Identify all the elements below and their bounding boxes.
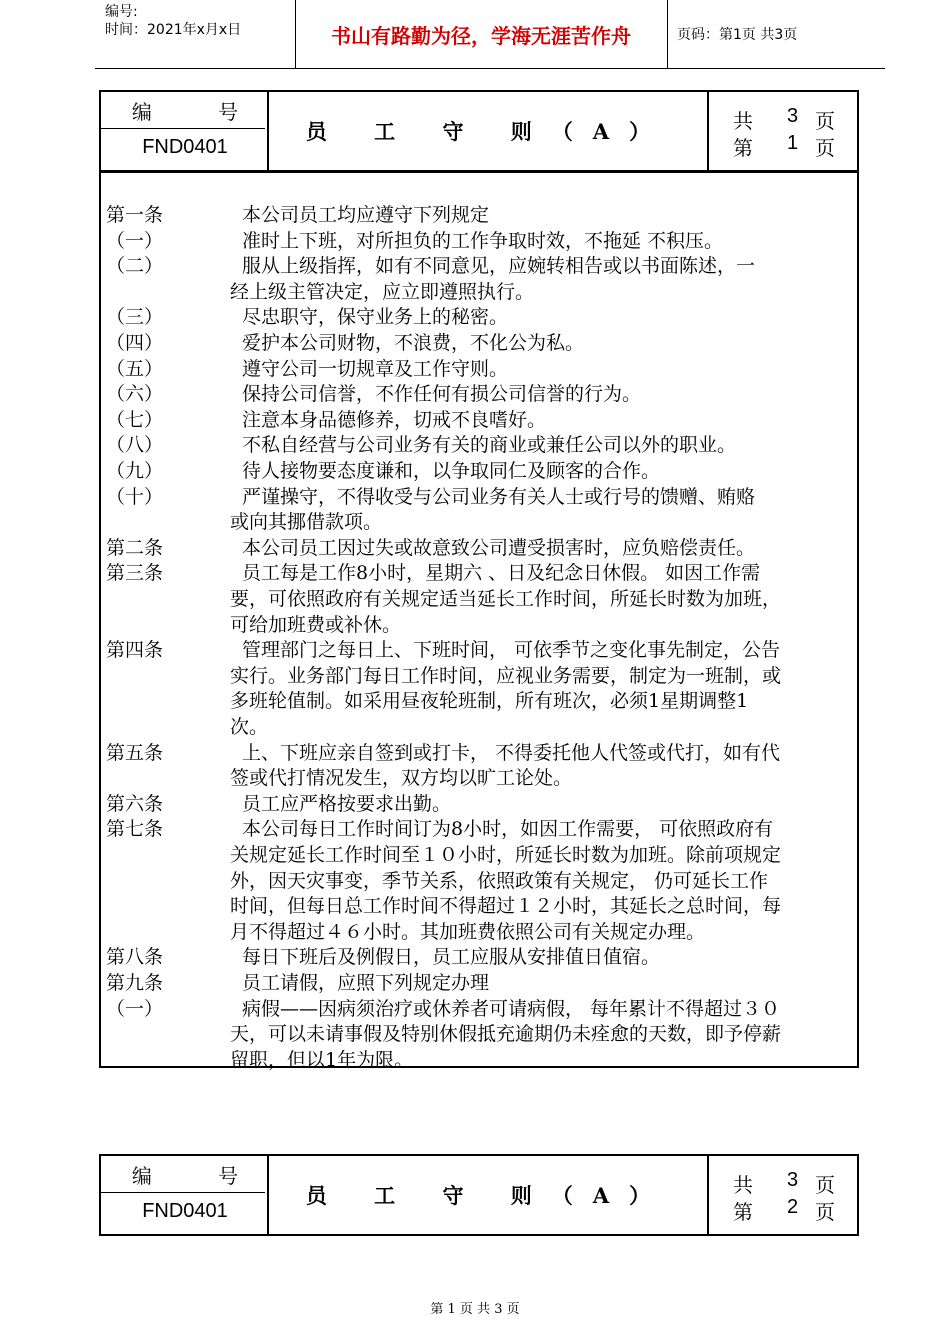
code-divider bbox=[101, 1192, 265, 1193]
rule-label: （八） bbox=[106, 434, 164, 457]
rule-text: 注意本身品德修养，切戒不良嗜好。 bbox=[242, 408, 547, 431]
current-label: 第 bbox=[733, 1200, 753, 1224]
rule-text: 外，因天灾事变，季节关系，依照政策有关规定， 仍可延长工作 bbox=[230, 869, 769, 892]
rule-label: 第五条 bbox=[106, 741, 164, 764]
total-unit: 页 bbox=[815, 1173, 835, 1197]
rule-label: （十） bbox=[106, 485, 164, 508]
rule-label: （一） bbox=[106, 229, 164, 252]
code-cell bbox=[101, 92, 269, 170]
current-unit: 页 bbox=[815, 1200, 835, 1224]
rule-text: 可给加班费或补休。 bbox=[230, 613, 402, 636]
total-value: 3 bbox=[787, 1169, 799, 1191]
rule-text: 爱护本公司财物，不浪费，不化公为私。 bbox=[242, 332, 585, 354]
title-block bbox=[99, 90, 859, 172]
rule-label: 第一条 bbox=[106, 204, 164, 226]
rule-text: 服从上级指挥，如有不同意见，应婉转相告或以书面陈述，一 bbox=[242, 255, 756, 278]
rule-text: 经上级主管决定，应立即遵照执行。 bbox=[230, 280, 535, 303]
document-title: 员 工 守 则（A） bbox=[269, 92, 709, 170]
rule-label: 第九条 bbox=[106, 972, 164, 994]
rule-label: （七） bbox=[106, 408, 164, 431]
page-header bbox=[95, 0, 885, 69]
rule-text: 时间，但每日总工作时间不得超过１２小时，其延长之总时间，每 bbox=[230, 895, 782, 918]
code-label: 编 号 bbox=[131, 100, 269, 124]
rule-text: 尽忠职守，保守业务上的秘密。 bbox=[242, 306, 509, 329]
rule-text: 次。 bbox=[230, 716, 269, 738]
rule-label: 第七条 bbox=[106, 818, 164, 841]
rule-text: 留职，但以1年为限。 bbox=[230, 1048, 414, 1071]
page-footer: 第 1 页 共 3 页 bbox=[430, 1302, 520, 1317]
rule-label: （二） bbox=[106, 255, 164, 278]
rule-label: 第三条 bbox=[106, 562, 164, 585]
current-unit: 页 bbox=[815, 136, 835, 160]
rule-text: 准时上下班，对所担负的工作争取时效，不拖延 不积压。 bbox=[242, 229, 724, 252]
rule-label: 第六条 bbox=[106, 792, 164, 815]
rule-label: 第二条 bbox=[106, 536, 164, 559]
rule-label: 第八条 bbox=[106, 946, 164, 969]
rule-text: 病假——因病须治疗或休养者可请病假， 每年累计不得超过３０ bbox=[242, 997, 781, 1020]
rule-text: 员工请假，应照下列规定办理 bbox=[242, 972, 490, 994]
rule-text: 遵守公司一切规章及工作守则。 bbox=[242, 357, 509, 380]
rule-text: 关规定延长工作时间至１０小时，所延长时数为加班。除前项规定 bbox=[230, 844, 782, 866]
rule-text: 每日下班后及例假日，员工应服从安排值日值宿。 bbox=[242, 946, 661, 969]
rule-text: 天，可以未请事假及特别休假抵充逾期仍未痊愈的天数，即予停薪 bbox=[230, 1023, 782, 1046]
rule-text: 或向其挪借款项。 bbox=[230, 511, 383, 534]
current-label: 第 bbox=[733, 136, 753, 160]
rule-text: 员工应严格按要求出勤。 bbox=[242, 792, 452, 815]
code-label: 编 号 bbox=[131, 1164, 269, 1188]
rule-label: （九） bbox=[106, 460, 164, 482]
rule-label: （五） bbox=[106, 357, 164, 380]
rule-text: 本公司员工因过失或故意致公司遭受损害时，应负赔偿责任。 bbox=[242, 536, 756, 559]
rule-label: （四） bbox=[106, 332, 164, 354]
rule-text: 月不得超过４６小时。其加班费依照公司有关规定办理。 bbox=[230, 920, 706, 943]
document-title: 员 工 守 则（A） bbox=[269, 1156, 709, 1234]
total-label: 共 bbox=[733, 1173, 753, 1197]
total-value: 3 bbox=[787, 105, 799, 127]
total-label: 共 bbox=[733, 109, 753, 133]
rule-text: 签或代打情况发生，双方均以旷工论处。 bbox=[230, 767, 573, 790]
code-divider bbox=[101, 128, 265, 129]
header-motto: 书山有路勤为径，学海无涯苦作舟 bbox=[295, 0, 668, 68]
current-value: 1 bbox=[787, 132, 799, 154]
total-unit: 页 bbox=[815, 109, 835, 133]
current-value: 2 bbox=[787, 1196, 799, 1218]
header-meta bbox=[95, 0, 296, 68]
number-label: 编号: bbox=[105, 4, 138, 20]
rule-text: 不私自经营与公司业务有关的商业或兼任公司以外的职业。 bbox=[242, 434, 737, 457]
rule-text: 本公司每日工作时间订为8小时，如因工作需要， 可依照政府有 bbox=[242, 818, 774, 841]
code-value: FND0401 bbox=[142, 136, 228, 158]
page-count-cell bbox=[709, 1156, 857, 1234]
code-value: FND0401 bbox=[142, 1200, 228, 1222]
rule-text: 要，可依照政府有关规定适当延长工作时间，所延长时数为加班， bbox=[230, 588, 782, 610]
rules-body bbox=[99, 172, 859, 1071]
rule-text: 上、下班应亲自签到或打卡， 不得委托他人代签或代打，如有代 bbox=[242, 741, 781, 764]
rule-text: 保持公司信誉，不作任何有损公司信誉的行为。 bbox=[242, 383, 642, 406]
rule-text: 员工每是工作8小时，星期六 、日及纪念日休假。 如因工作需 bbox=[242, 562, 761, 585]
rule-text: 多班轮值制。如采用昼夜轮班制，所有班次，必须1星期调整1 bbox=[230, 690, 749, 713]
title-block bbox=[99, 1154, 859, 1236]
rule-text: 本公司员工均应遵守下列规定 bbox=[242, 204, 490, 226]
rule-label: （一） bbox=[106, 997, 164, 1020]
rule-text: 待人接物要态度谦和，以争取同仁及顾客的合作。 bbox=[242, 460, 661, 482]
header-page-info: 页码：第1页 共3页 bbox=[677, 27, 798, 43]
page-count-cell bbox=[709, 92, 857, 170]
rule-text: 管理部门之每日上、下班时间， 可依季节之变化事先制定，公告 bbox=[242, 639, 781, 662]
rule-label: （三） bbox=[106, 306, 164, 329]
code-cell bbox=[101, 1156, 269, 1234]
rule-label: （六） bbox=[106, 383, 164, 406]
rule-text: 严谨操守，不得收受与公司业务有关人士或行号的馈赠、贿赂 bbox=[242, 485, 756, 508]
rule-text: 实行。业务部门每日工作时间，应视业务需要，制定为一班制，或 bbox=[230, 664, 782, 687]
rule-label: 第四条 bbox=[106, 639, 164, 662]
time-label: 时间：2021年x月x日 bbox=[105, 22, 242, 38]
